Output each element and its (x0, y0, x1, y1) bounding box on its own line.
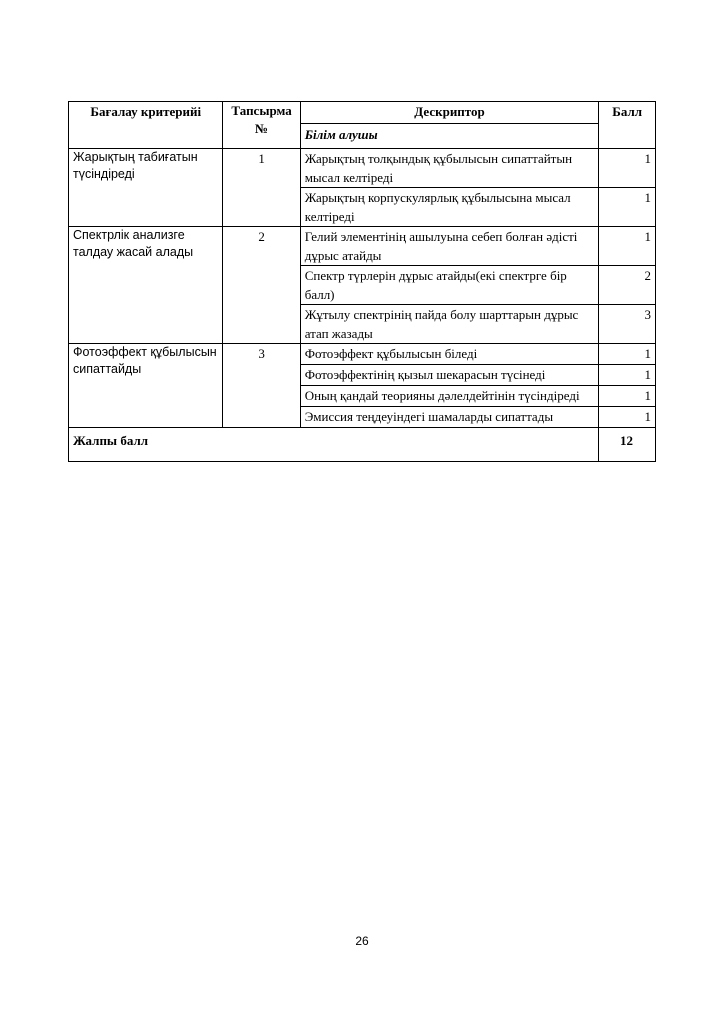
descriptor-cell: Фотоэффектінің қызыл шекарасын түсінеді (300, 365, 599, 386)
descriptor-cell: Фотоэффект құбылысын біледі (300, 344, 599, 365)
descriptor-header: Дескриптор (300, 102, 599, 124)
total-score: 12 (599, 428, 656, 462)
score-header: Балл (599, 102, 656, 149)
descriptor-cell: Гелий элементінің ашылуына себеп болған әдісті дұрыс атайды (300, 227, 599, 266)
descriptor-cell: Оның қандай теорияны дәлелдейтінін түсіндіреді (300, 386, 599, 407)
score-cell: 1 (599, 227, 656, 266)
score-cell: 2 (599, 266, 656, 305)
task-number-cell: 2 (223, 227, 300, 344)
score-cell: 1 (599, 386, 656, 407)
score-cell: 1 (599, 149, 656, 188)
total-label: Жалпы балл (69, 428, 599, 462)
descriptor-cell: Жарықтың корпускулярлық құбылысына мысал келтіреді (300, 188, 599, 227)
task-number-cell: 1 (223, 149, 300, 227)
score-cell: 3 (599, 305, 656, 344)
table-row (69, 227, 656, 266)
page-number: 26 (355, 934, 369, 948)
table-row (69, 149, 656, 188)
task-header: Тапсырма № (223, 102, 300, 149)
criterion-cell: Жарықтың табиғатын түсіндіреді (69, 149, 223, 227)
score-cell: 1 (599, 365, 656, 386)
grading-table (68, 101, 656, 462)
table-row (69, 344, 656, 365)
criterion-cell: Фотоэффект құбылысын сипаттайды (69, 344, 223, 428)
descriptor-cell: Жұтылу спектрінің пайда болу шарттарын дұрыс атап жазады (300, 305, 599, 344)
score-cell: 1 (599, 188, 656, 227)
total-row (69, 428, 656, 462)
task-number-cell: 3 (223, 344, 300, 428)
criterion-cell: Спектрлік анализге талдау жасай алады (69, 227, 223, 344)
criterion-header: Бағалау критерийі (69, 102, 223, 149)
descriptor-cell: Спектр түрлерін дұрыс атайды(екі спектрге бір балл) (300, 266, 599, 305)
descriptor-subheader: Білім алушы (300, 124, 599, 149)
score-cell: 1 (599, 407, 656, 428)
descriptor-cell: Жарықтың толқындық құбылысын сипаттайтын мысал келтіреді (300, 149, 599, 188)
header-row (69, 102, 656, 124)
score-cell: 1 (599, 344, 656, 365)
descriptor-cell: Эмиссия теңдеуіндегі шамаларды сипаттады (300, 407, 599, 428)
